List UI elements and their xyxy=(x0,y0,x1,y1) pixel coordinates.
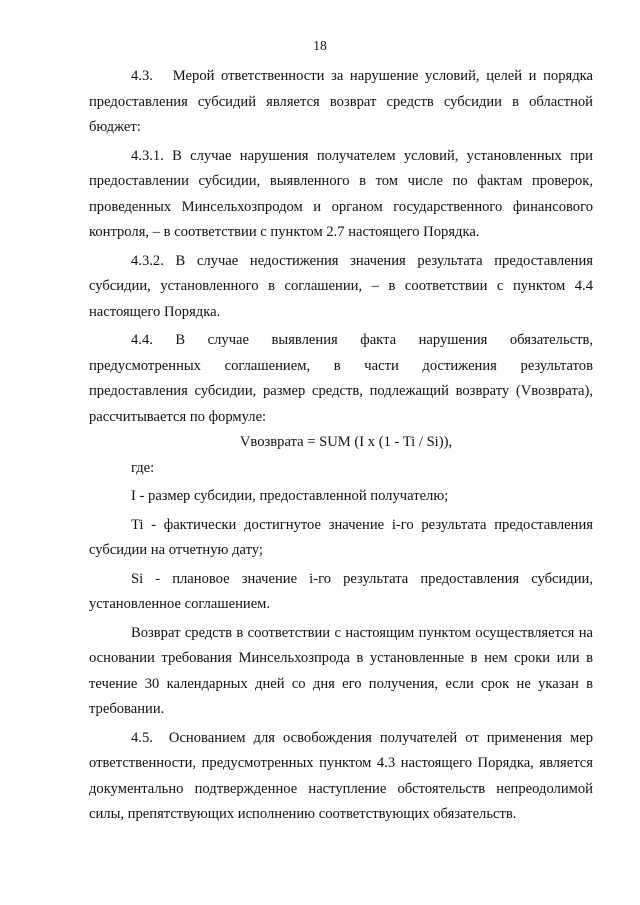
paragraph-4-5: 4.5. Основанием для освобождения получателей от применения мер ответственности, предусмотренных пунктом 4.3 настоящего Порядка, является документально подтвержденное наступление обстоятельств непреодолимой силы, препятствующих исполнению соответствующих обязательств. xyxy=(89,729,593,822)
page-number: 18 xyxy=(313,38,327,53)
paragraph-4-3-2: 4.3.2. В случае недостижения значения результата предоставления субсидии, установленного в соглашении, – в соответствии с пунктом 4.4 настоящего Порядка. xyxy=(89,252,593,320)
definition-ti: Ti - фактически достигнутое значение i-го результата предоставления субсидии на отчетную дату; xyxy=(89,516,593,558)
definition-si: Si - плановое значение i-го результата предоставления субсидии, установленное соглашением. xyxy=(89,570,593,612)
paragraph-4-3: 4.3. Мерой ответственности за нарушение условий, целей и порядка предоставления субсидий является возврат средств субсидии в областной бюджет: xyxy=(89,68,593,135)
document-body xyxy=(89,64,593,828)
paragraph-4-3-1: 4.3.1. В случае нарушения получателем условий, установленных при предоставлении субсидии, выявленного в том числе по фактам проверок, проведенных Минсельхозпродом и органом государственного финансового контроля, – в соответствии с пунктом 2.7 настоящего Порядка. xyxy=(89,147,593,240)
formula: Vвозврата = SUM (I x (1 - Ti / Si)), xyxy=(239,434,453,450)
paragraph-refund: Возврат средств в соответствии с настоящим пунктом осуществляется на основании требования Минсельхозпрода в установленные в нем сроки или в течение 30 календарных дней со дня его получения, если срок не указан в требовании. xyxy=(89,624,593,717)
paragraph-4-4: 4.4. В случае выявления факта нарушения обязательств, предусмотренных соглашением, в части достижения результатов предоставления субсидии, размер средств, подлежащий возврату (Vвозврата), рассчитывается по формуле: xyxy=(89,332,593,425)
where-label: где: xyxy=(131,459,155,476)
definition-i: I - размер субсидии, предоставленной получателю; xyxy=(131,488,449,504)
